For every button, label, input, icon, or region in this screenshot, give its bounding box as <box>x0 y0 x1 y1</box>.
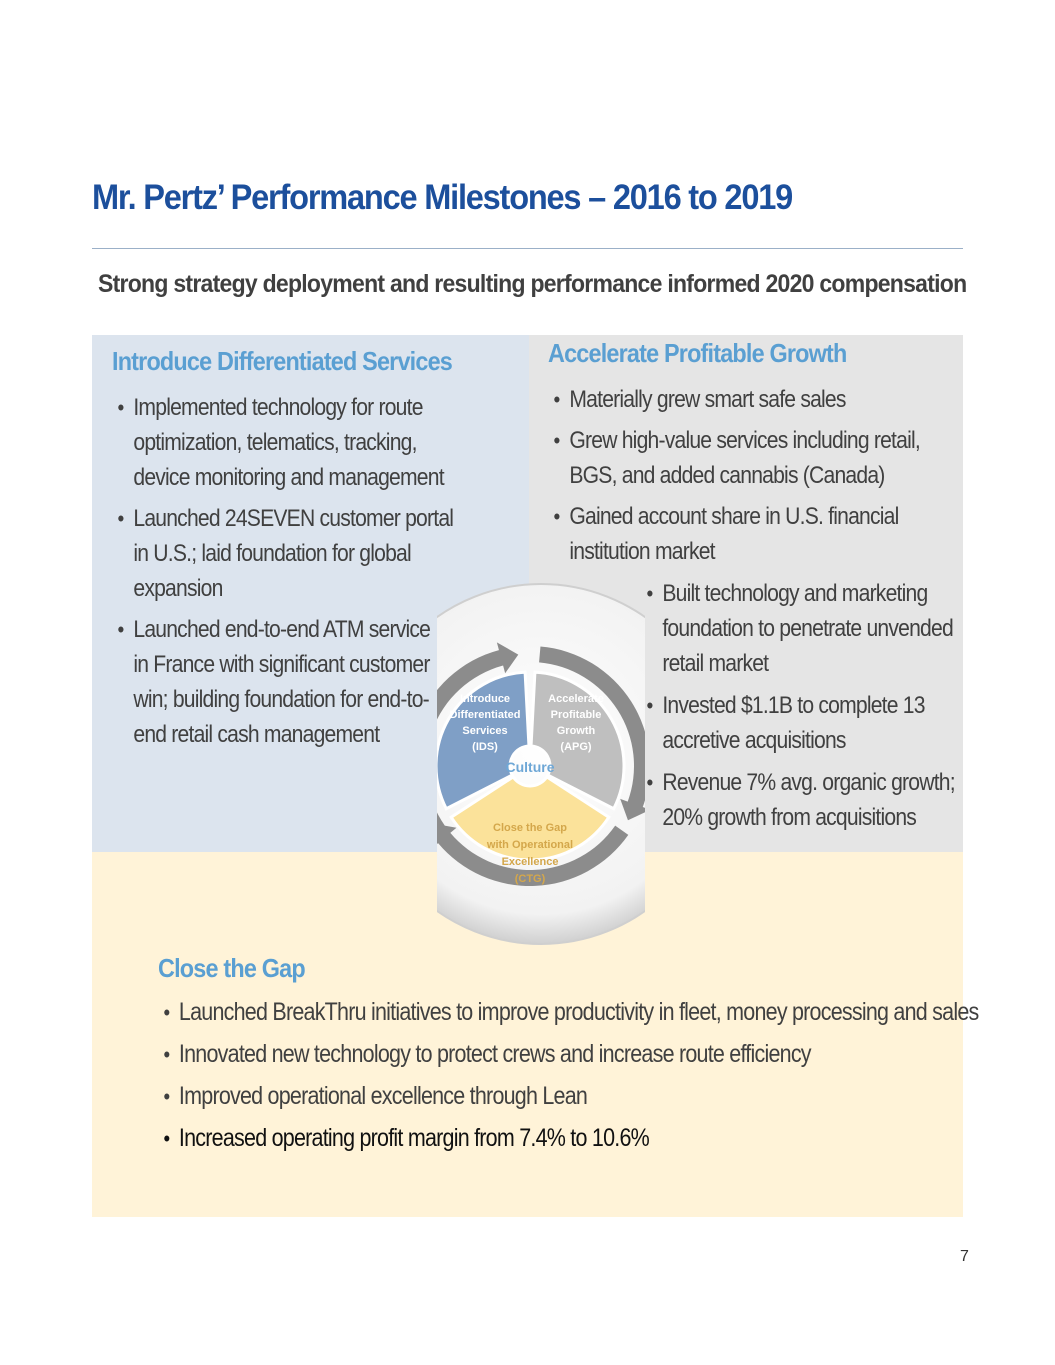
page-number: 7 <box>960 1248 969 1265</box>
ids-bullet-3-line-4: end retail cash management <box>133 721 380 748</box>
ids-bullet-2 <box>114 501 453 606</box>
apg-bullet-2-line-2: BGS, and added cannabis (Canada) <box>569 462 885 489</box>
apg-bullet-2 <box>550 423 920 493</box>
apg-extra-bullet-2-line-1: Invested $1.1B to complete 13 <box>662 692 925 719</box>
apg-bullet-3-line-1: Gained account share in U.S. financial <box>569 503 899 530</box>
ctg-label-line-1: Close the Gap <box>493 822 567 834</box>
ids-bullet-3-line-3: win; building foundation for end-to- <box>133 686 429 713</box>
bullet-glyph: • <box>163 1042 170 1067</box>
ids-label-line-2: Differentiated <box>449 709 521 721</box>
ctg-bullet-1 <box>160 995 978 1030</box>
strategy-cycle-svg <box>437 578 645 950</box>
apg-extra-bullet-3-line-2: 20% growth from acquisitions <box>662 804 917 831</box>
apg-bullet-2-line-1: Grew high-value services including retail, <box>569 427 920 454</box>
bullet-glyph: • <box>553 387 560 412</box>
ctg-bullet-4-line-1: Increased operating profit margin from 7.4% to 10.6% <box>178 1124 649 1152</box>
ctg-label-line-2: with Operational <box>486 839 574 851</box>
bullet-glyph: • <box>163 1084 170 1109</box>
bullet-glyph: • <box>646 770 653 795</box>
apg-extra-bullet-2 <box>643 688 955 758</box>
ctg-bullet-1-line-1: Launched BreakThru initiatives to improve productivity in fleet, money processing and sales <box>178 998 979 1026</box>
bullet-glyph: • <box>117 395 124 420</box>
apg-label-line-3: Growth <box>556 725 596 737</box>
apg-extra-bullet-3 <box>643 765 955 835</box>
apg-extra-bullet-1-line-2: foundation to penetrate unvended <box>662 615 953 642</box>
ctg-bullet-4 <box>160 1121 978 1156</box>
apg-bullet-3 <box>550 499 920 569</box>
apg-bullet-1 <box>550 382 920 417</box>
ids-label-line-4: (IDS) <box>472 741 498 753</box>
ctg-bullet-2 <box>160 1037 978 1072</box>
bullet-glyph: • <box>117 506 124 531</box>
ctg-bullet-list <box>160 995 978 1163</box>
title-divider <box>92 248 963 249</box>
ctg-heading: Close the Gap <box>158 953 305 983</box>
ctg-bullet-2-line-1: Innovated new technology to protect crews and increase route efficiency <box>178 1040 811 1068</box>
apg-extra-bullet-2-line-2: accretive acquisitions <box>662 727 846 754</box>
bullet-glyph: • <box>163 1000 170 1025</box>
apg-label-line-4: (APG) <box>560 741 592 753</box>
ids-bullet-3-line-1: Launched end-to-end ATM service <box>133 616 431 643</box>
strategy-cycle-diagram <box>437 578 645 950</box>
ctg-bullet-3-line-1: Improved operational excellence through Lean <box>178 1082 588 1110</box>
apg-bullet-3-line-2: institution market <box>569 538 715 565</box>
bullet-glyph: • <box>163 1126 170 1151</box>
page-subtitle: Strong strategy deployment and resulting performance informed 2020 compensation <box>98 270 967 298</box>
ids-bullet-1-line-3: device monitoring and management <box>133 464 444 491</box>
bullet-glyph: • <box>646 693 653 718</box>
ids-bullet-2-line-3: expansion <box>133 575 223 602</box>
bullet-glyph: • <box>117 617 124 642</box>
ids-bullet-1 <box>114 390 453 495</box>
ctg-label-line-3: Excellence <box>501 856 559 868</box>
apg-extra-bullet-3-line-1: Revenue 7% avg. organic growth; <box>662 769 955 796</box>
apg-bullet-list <box>550 382 920 575</box>
apg-extra-bullet-1-line-3: retail market <box>662 650 769 677</box>
bullet-glyph: • <box>553 428 560 453</box>
apg-bullet-list-continued <box>643 576 955 842</box>
ids-bullet-1-line-2: optimization, telematics, tracking, <box>133 429 417 456</box>
ids-label-line-3: Services <box>462 725 508 737</box>
bullet-glyph: • <box>553 504 560 529</box>
ids-heading: Introduce Differentiated Services <box>112 346 452 376</box>
culture-label: Culture <box>505 759 555 775</box>
ids-label-line-1: Introduce <box>459 693 511 705</box>
bullet-glyph: • <box>646 581 653 606</box>
apg-extra-bullet-1 <box>643 576 955 681</box>
ctg-label-line-4: (CTG) <box>514 873 546 885</box>
ids-bullet-3 <box>114 612 453 752</box>
ids-bullet-3-line-2: in France with significant customer <box>133 651 430 678</box>
ids-bullet-list <box>114 390 453 758</box>
apg-bullet-1-line-1: Materially grew smart safe sales <box>569 386 846 413</box>
ids-bullet-2-line-1: Launched 24SEVEN customer portal <box>133 505 454 532</box>
ids-bullet-1-line-1: Implemented technology for route <box>133 394 423 421</box>
apg-label-line-1: Accelerate <box>548 693 604 705</box>
ids-bullet-2-line-2: in U.S.; laid foundation for global <box>133 540 411 567</box>
apg-heading: Accelerate Profitable Growth <box>548 338 847 368</box>
apg-label-line-2: Profitable <box>550 709 602 721</box>
page-title: Mr. Pertz’ Performance Milestones – 2016 to 2019 <box>92 178 793 217</box>
ctg-bullet-3 <box>160 1079 978 1114</box>
apg-extra-bullet-1-line-1: Built technology and marketing <box>662 580 928 607</box>
